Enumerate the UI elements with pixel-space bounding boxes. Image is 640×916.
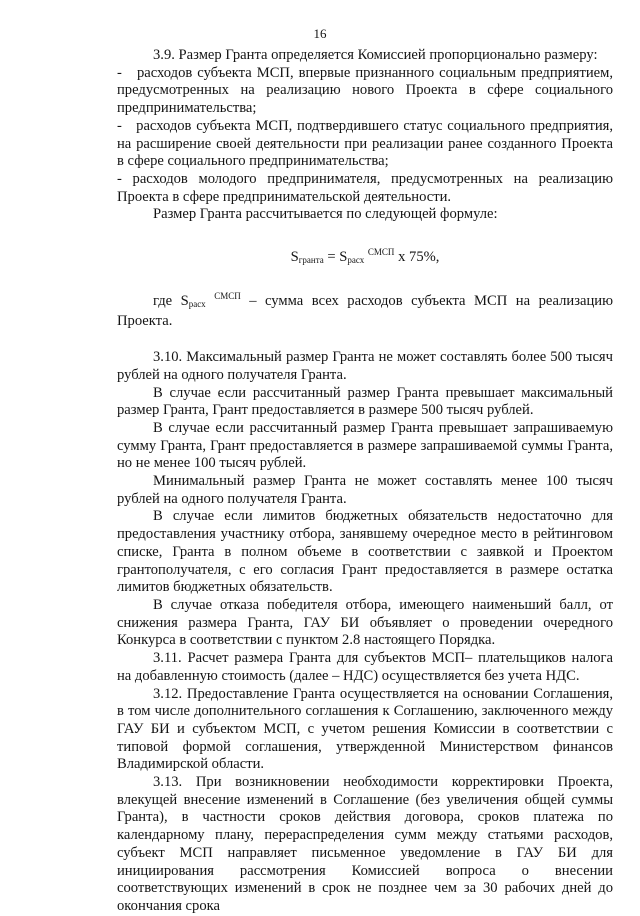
grant-formula: [117, 244, 613, 270]
paragraph-3-10: 3.10. Максимальный размер Гранта не может составлять более 500 тысяч рублей на одного получателя Гранта.: [117, 349, 613, 383]
bullet-item-2: [117, 118, 613, 171]
formula-lhs: S: [290, 249, 299, 266]
formula-rhs-superscript: СМСП: [367, 247, 395, 258]
paragraph-3-10-d: В случае если лимитов бюджетных обязательств недостаточно для предоставления участнику отбора, занявшему очередное место в рейтинговом списке, Гранта в полном объеме в соответствии с заявкой и Проектом грантополучателя, с его согласия Грант предоставляется в размере остатка лимитов бюджетных обязательств.: [117, 508, 613, 596]
paragraph-3-10-e: В случае отказа победителя отбора, имеющего наименьший балл, от снижения размера Гранта, ГАУ БИ объявляет о проведении очередного Конкурса в соответствии с пунктом 2.8 настоящего Порядка.: [117, 596, 613, 649]
bullet-item-1: [117, 65, 613, 118]
document-body: [117, 47, 613, 916]
formula-explanation-superscript: СМСП: [214, 290, 241, 301]
paragraph-3-10-a: В случае если рассчитанный размер Гранта превышает максимальный размер Гранта, Грант предоставляется в размере 500 тысяч рублей.: [117, 384, 613, 419]
paragraph-3-12: 3.12. Предоставление Гранта осуществляется на основании Соглашения, в том числе дополнительного соглашения к Соглашению, заключенного между ГАУ БИ и субъектом МСП, с учетом решения Комиссии в соответствии с типовой формой соглашения, утвержденной Министерством финансов Владимирской области.: [117, 685, 613, 773]
formula-explanation-subscript: расх: [188, 298, 206, 309]
formula-intro: Размер Гранта рассчитывается по следующей формуле:: [153, 206, 498, 223]
bullet-item-2-text: - расходов субъекта МСП, подтвердившего статус социального предприятия, на расширение своей деятельности при реализации ранее созданного Проекта в сфере социального предпринимательства;: [117, 117, 613, 170]
paragraph-3-10-c: Минимальный размер Гранта не может составлять менее 100 тысяч рублей на одного получателя Гранта.: [117, 473, 613, 507]
paragraph-3-9: 3.9. Размер Гранта определяется Комиссией пропорционально размеру:: [153, 47, 598, 63]
page-number: 16: [313, 26, 327, 41]
formula-equals: = S: [323, 249, 348, 266]
formula-tail: х 75%,: [394, 249, 440, 266]
paragraph-3-11: 3.11. Расчет размера Гранта для субъектов МСП– плательщиков налога на добавленную стоимость (далее – НДС) осуществляется без учета НДС.: [117, 650, 613, 684]
bullet-item-1-text: - расходов субъекта МСП, впервые признанного социальным предприятием, предусмотренных на реализацию нового Проекта в сфере социального предпринимательства;: [117, 64, 613, 117]
bullet-item-3: [117, 171, 613, 206]
formula-explanation: [117, 288, 613, 331]
formula-explanation-prefix: где S: [153, 292, 189, 309]
formula-lhs-subscript: гранта: [298, 255, 324, 266]
formula-explanation-text: – сумма всех расходов субъекта МСП на реализацию Проекта.: [117, 292, 613, 330]
paragraph-3-13: 3.13. При возникновении необходимости корректировки Проекта, влекущей внесение изменений в Соглашение (без увеличения общей суммы Гранта), в частности сроков действия договора, сроков платежа по календарному плану, перераспределения сумм между статьями расходов, субъект МСП направляет письменное уведомление в ГАУ БИ для инициирования рассмотрения Комиссией вопроса о внесении соответствующих изменений в срок не позднее чем за 30 рабочих дней до окончания срока: [117, 774, 613, 914]
formula-rhs-subscript: расх: [347, 255, 365, 266]
paragraph-gap: [117, 331, 613, 349]
paragraph-3-10-b: В случае если рассчитанный размер Гранта превышает запрашиваемую сумму Гранта, Грант предоставляется в размере запрашиваемой суммы Гранта, но не менее 100 тысяч рублей.: [117, 419, 613, 472]
bullet-item-3-text: - расходов молодого предпринимателя, предусмотренных на реализацию Проекта в сфере предпринимательской деятельности.: [117, 170, 613, 205]
